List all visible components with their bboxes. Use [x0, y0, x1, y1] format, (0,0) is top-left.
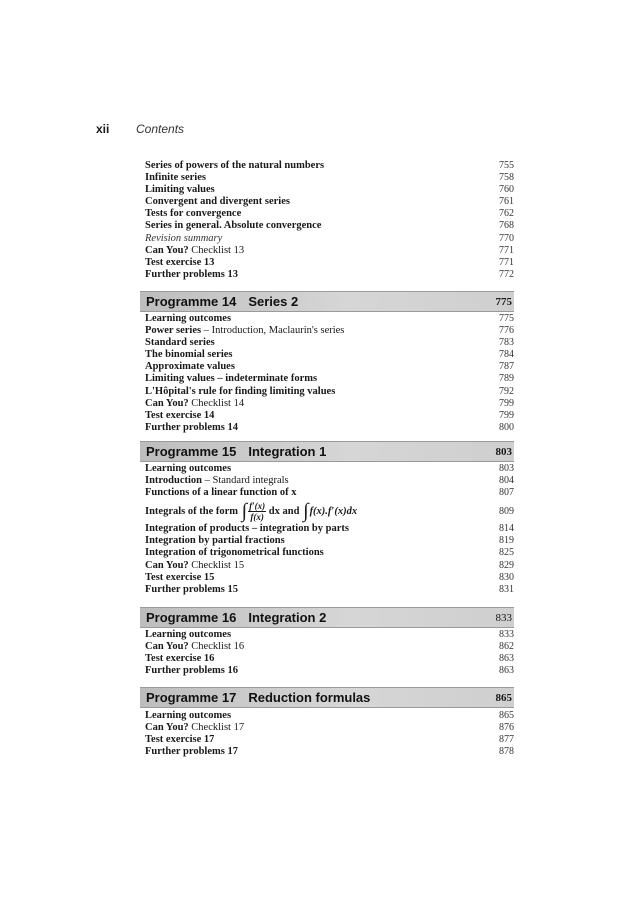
- toc-entry[interactable]: Test exercise 16 863: [145, 653, 514, 665]
- programme-14-header[interactable]: Programme 14 Series 2 775: [140, 291, 514, 312]
- toc-entry[interactable]: Can You? Checklist 17 876: [145, 722, 514, 734]
- toc-entry[interactable]: Power series – Introduction, Maclaurin's series 776: [145, 325, 514, 337]
- toc-entry[interactable]: Learning outcomes 833: [145, 629, 514, 640]
- toc-entry[interactable]: Test exercise 14 799: [145, 409, 514, 421]
- toc-entry-formula[interactable]: Integrals of the form ∫ $\frac{f'(x)}{f(x)}$ dx and ∫ f(x).f′(x)dx 809: [145, 500, 514, 523]
- integral-sign-icon: ∫: [303, 500, 309, 523]
- toc-entry[interactable]: The binomial series 784: [145, 349, 514, 361]
- toc-entry[interactable]: Learning outcomes 775: [145, 313, 514, 324]
- toc-entry[interactable]: Integration of trigonometrical functions 825: [145, 547, 514, 559]
- toc-entry[interactable]: Can You? Checklist 15 829: [145, 559, 514, 571]
- toc-entry[interactable]: Limiting values 760: [145, 184, 514, 196]
- toc-entry[interactable]: Learning outcomes 865: [145, 710, 514, 721]
- toc-entry[interactable]: Functions of a linear function of x 807: [145, 487, 514, 499]
- toc-entry[interactable]: Can You? Checklist 13 771: [145, 244, 514, 256]
- toc-group-programme-17: [145, 710, 514, 758]
- toc-entry[interactable]: Can You? Checklist 14 799: [145, 397, 514, 409]
- section-title: Contents: [136, 122, 185, 136]
- toc-entry[interactable]: Series of powers of the natural numbers 755: [145, 160, 514, 171]
- toc-entry[interactable]: Integration of products – integration by parts 814: [145, 523, 514, 535]
- toc-entry[interactable]: Further problems 17 878: [145, 746, 514, 758]
- toc-entry[interactable]: Standard series 783: [145, 337, 514, 349]
- programme-15-header[interactable]: Programme 15 Integration 1 803: [140, 441, 514, 462]
- toc-entry[interactable]: Infinite series 758: [145, 172, 514, 184]
- toc-entry[interactable]: Convergent and divergent series 761: [145, 196, 514, 208]
- toc-entry[interactable]: Test exercise 13 771: [145, 256, 514, 268]
- toc-entry[interactable]: Learning outcomes 803: [145, 463, 514, 474]
- toc-entry[interactable]: Further problems 13 772: [145, 268, 514, 280]
- toc-entry[interactable]: L'Hôpital's rule for finding limiting values 792: [145, 385, 514, 397]
- toc-entry[interactable]: Test exercise 17 877: [145, 734, 514, 746]
- toc-entry[interactable]: Test exercise 15 830: [145, 571, 514, 583]
- toc-entry[interactable]: Tests for convergence 762: [145, 208, 514, 220]
- fraction: $\frac{f'(x)}{f(x)}$: [249, 500, 266, 522]
- toc-entry[interactable]: Introduction – Standard integrals 804: [145, 475, 514, 487]
- toc-group-programme-13: [145, 160, 514, 281]
- toc-entry[interactable]: Further problems 16 863: [145, 665, 514, 677]
- toc-entry[interactable]: Revision summary 770: [145, 232, 514, 244]
- toc-entry[interactable]: Approximate values 787: [145, 361, 514, 373]
- integral-formula: Integrals of the form ∫ $\frac{f'(x)}{f(x)}$ dx and ∫ f(x).f′(x)dx: [145, 500, 358, 523]
- toc-entry[interactable]: Can You? Checklist 16 862: [145, 641, 514, 653]
- toc-entry[interactable]: Limiting values – indeterminate forms 789: [145, 373, 514, 385]
- page-number: xii: [96, 122, 110, 136]
- toc-group-programme-14: [145, 313, 514, 434]
- programme-16-header[interactable]: Programme 16 Integration 2 833: [140, 607, 514, 628]
- running-head: [96, 122, 184, 138]
- toc-group-programme-15: [145, 463, 514, 596]
- toc-entry[interactable]: Series in general. Absolute convergence 768: [145, 220, 514, 232]
- programme-17-header[interactable]: Programme 17 Reduction formulas 865: [140, 687, 514, 708]
- toc-entry[interactable]: Integration by partial fractions 819: [145, 535, 514, 547]
- integral-sign-icon: ∫: [241, 500, 248, 523]
- toc-entry[interactable]: Further problems 15 831: [145, 583, 514, 595]
- toc-group-programme-16: [145, 629, 514, 677]
- toc-entry[interactable]: Further problems 14 800: [145, 421, 514, 433]
